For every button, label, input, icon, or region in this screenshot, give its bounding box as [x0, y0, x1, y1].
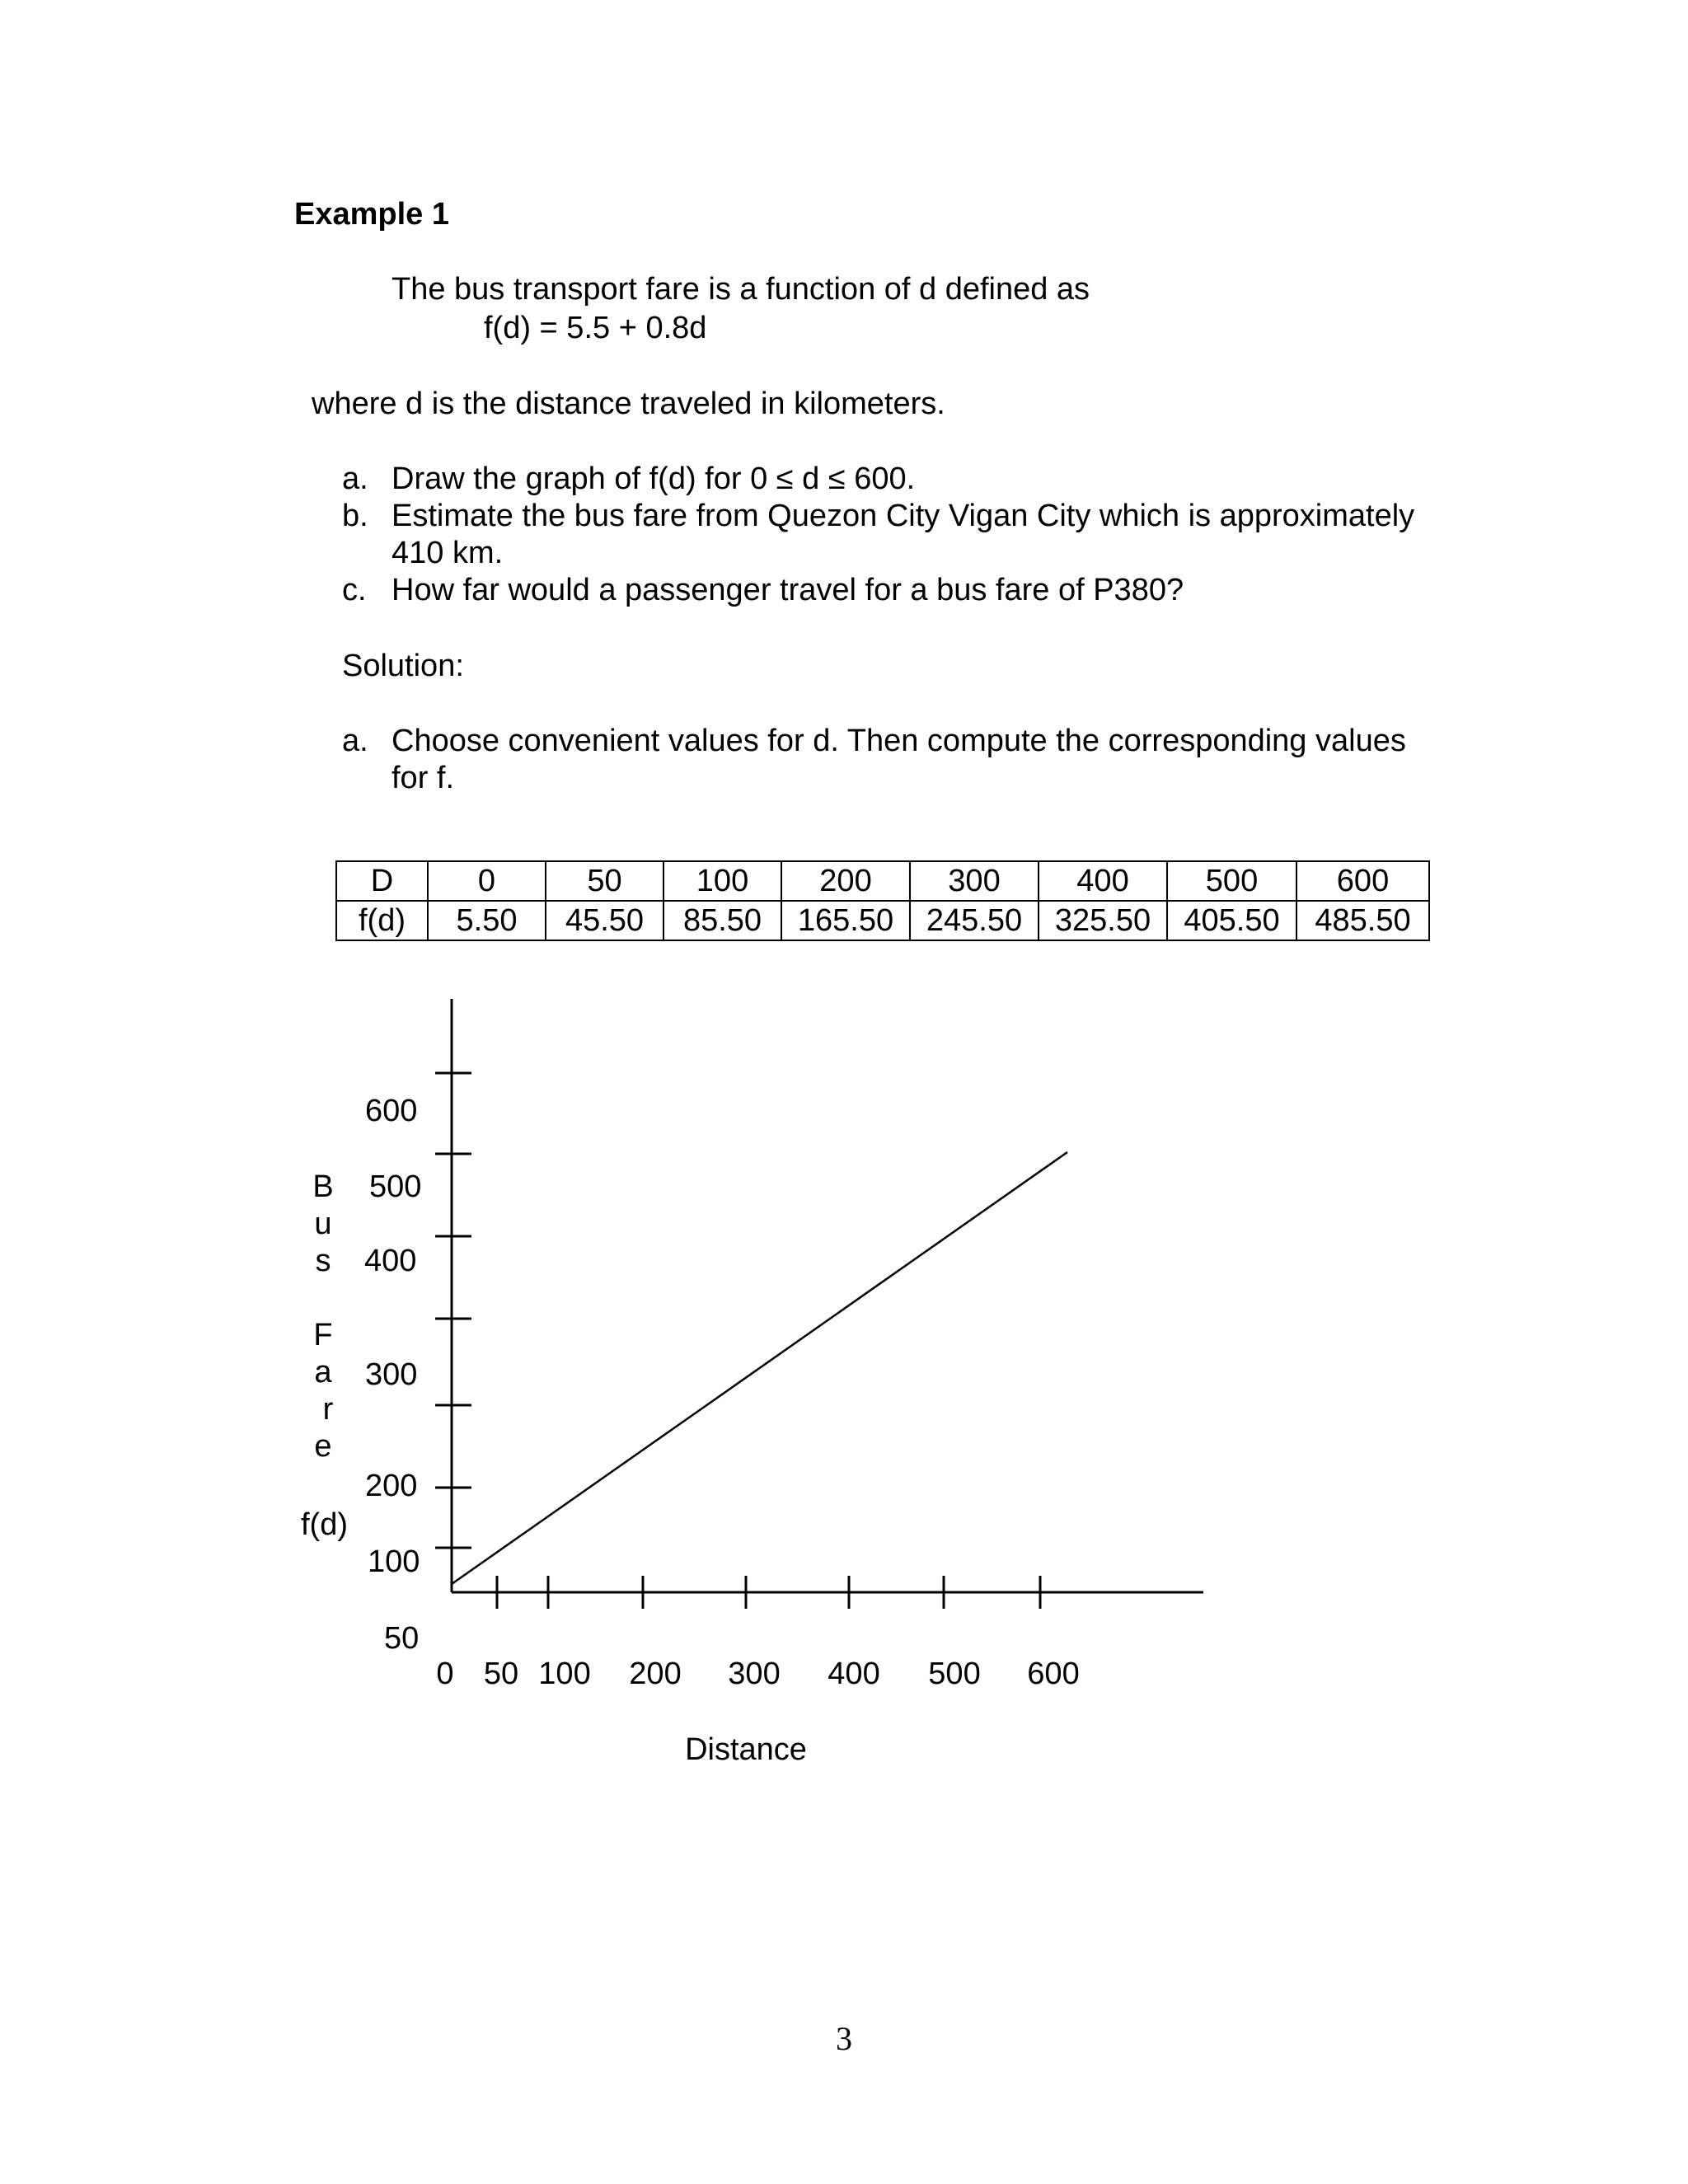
table-cell: 165.50 — [781, 901, 910, 940]
table-cell: f(d) — [336, 901, 428, 940]
table-cell: D — [336, 861, 428, 901]
table-cell: 325.50 — [1039, 901, 1167, 940]
table-cell: 245.50 — [910, 901, 1039, 940]
fare-line — [452, 1152, 1067, 1584]
table-cell: 500 — [1167, 861, 1296, 901]
solution-step-a-line2: for f. — [392, 761, 455, 795]
y-axis-tick-labels — [364, 1094, 421, 1656]
y-label-letter: s — [315, 1244, 331, 1278]
y-tick-label: 100 — [368, 1544, 420, 1579]
question-b-marker: b. — [342, 499, 368, 533]
table-cell: 100 — [663, 861, 781, 901]
question-b-text-line1: Estimate the bus fare from Quezon City Vigan City which is approximately — [392, 499, 1415, 533]
where-line: where d is the distance traveled in kilometers. — [312, 387, 945, 421]
x-tick-label: 200 — [629, 1657, 682, 1691]
table-cell: 0 — [428, 861, 546, 901]
y-axis-label-suffix: f(d) — [301, 1507, 348, 1542]
y-label-letter: r — [322, 1392, 334, 1427]
y-tick-label: 200 — [365, 1469, 418, 1503]
x-axis-label: Distance — [685, 1732, 807, 1767]
solution-label: Solution: — [342, 649, 464, 683]
solution-step-a-marker: a. — [342, 724, 368, 758]
x-tick-label: 100 — [538, 1657, 591, 1691]
table-cell: 5.50 — [428, 901, 546, 940]
x-tick-label: 0 — [436, 1657, 454, 1691]
y-label-letter: a — [314, 1355, 332, 1390]
table-cell: 45.50 — [546, 901, 663, 940]
y-tick-label: 400 — [364, 1244, 417, 1278]
question-c-text: How far would a passenger travel for a bus fare of P380? — [392, 573, 1184, 607]
table-cell: 485.50 — [1296, 901, 1429, 940]
table-cell: 85.50 — [663, 901, 781, 940]
x-tick-label: 300 — [728, 1657, 781, 1691]
y-label-letter: B — [312, 1169, 334, 1204]
x-tick-label: 500 — [928, 1657, 981, 1691]
example-heading: Example 1 — [294, 197, 449, 232]
y-label-letter: e — [314, 1429, 332, 1464]
x-tick-label: 400 — [828, 1657, 880, 1691]
y-tick-label: 300 — [365, 1357, 418, 1392]
y-label-letter: F — [313, 1318, 333, 1352]
y-label-letter: u — [314, 1207, 332, 1241]
x-axis-tick-labels — [436, 1657, 1079, 1691]
question-a-text: Draw the graph of f(d) for 0 ≤ d ≤ 600. — [392, 462, 916, 496]
y-axis-label — [312, 1169, 333, 1464]
x-tick-label: 600 — [1027, 1657, 1080, 1691]
table-cell: 50 — [546, 861, 663, 901]
y-axis-ticks — [435, 1073, 471, 1548]
table-cell: 200 — [781, 861, 910, 901]
page-number: 3 — [836, 2020, 852, 2057]
table-cell: 400 — [1039, 861, 1167, 901]
fare-series — [452, 1152, 1067, 1584]
table-cell: 600 — [1296, 861, 1429, 901]
table-cell: 300 — [910, 861, 1039, 901]
y-tick-label: 600 — [365, 1094, 418, 1128]
y-tick-label: 50 — [384, 1621, 420, 1656]
solution-step-a-line1: Choose convenient values for d. Then compute the corresponding values — [392, 724, 1406, 758]
question-a-marker: a. — [342, 462, 368, 496]
question-b-text-line2: 410 km. — [392, 536, 504, 570]
x-tick-label: 50 — [483, 1657, 519, 1691]
question-c-marker: c. — [342, 573, 367, 607]
formula: f(d) = 5.5 + 0.8d — [484, 311, 707, 345]
intro-line: The bus transport fare is a function of d defined as — [392, 272, 1090, 307]
y-tick-label: 500 — [369, 1169, 422, 1204]
table-cell: 405.50 — [1167, 901, 1296, 940]
